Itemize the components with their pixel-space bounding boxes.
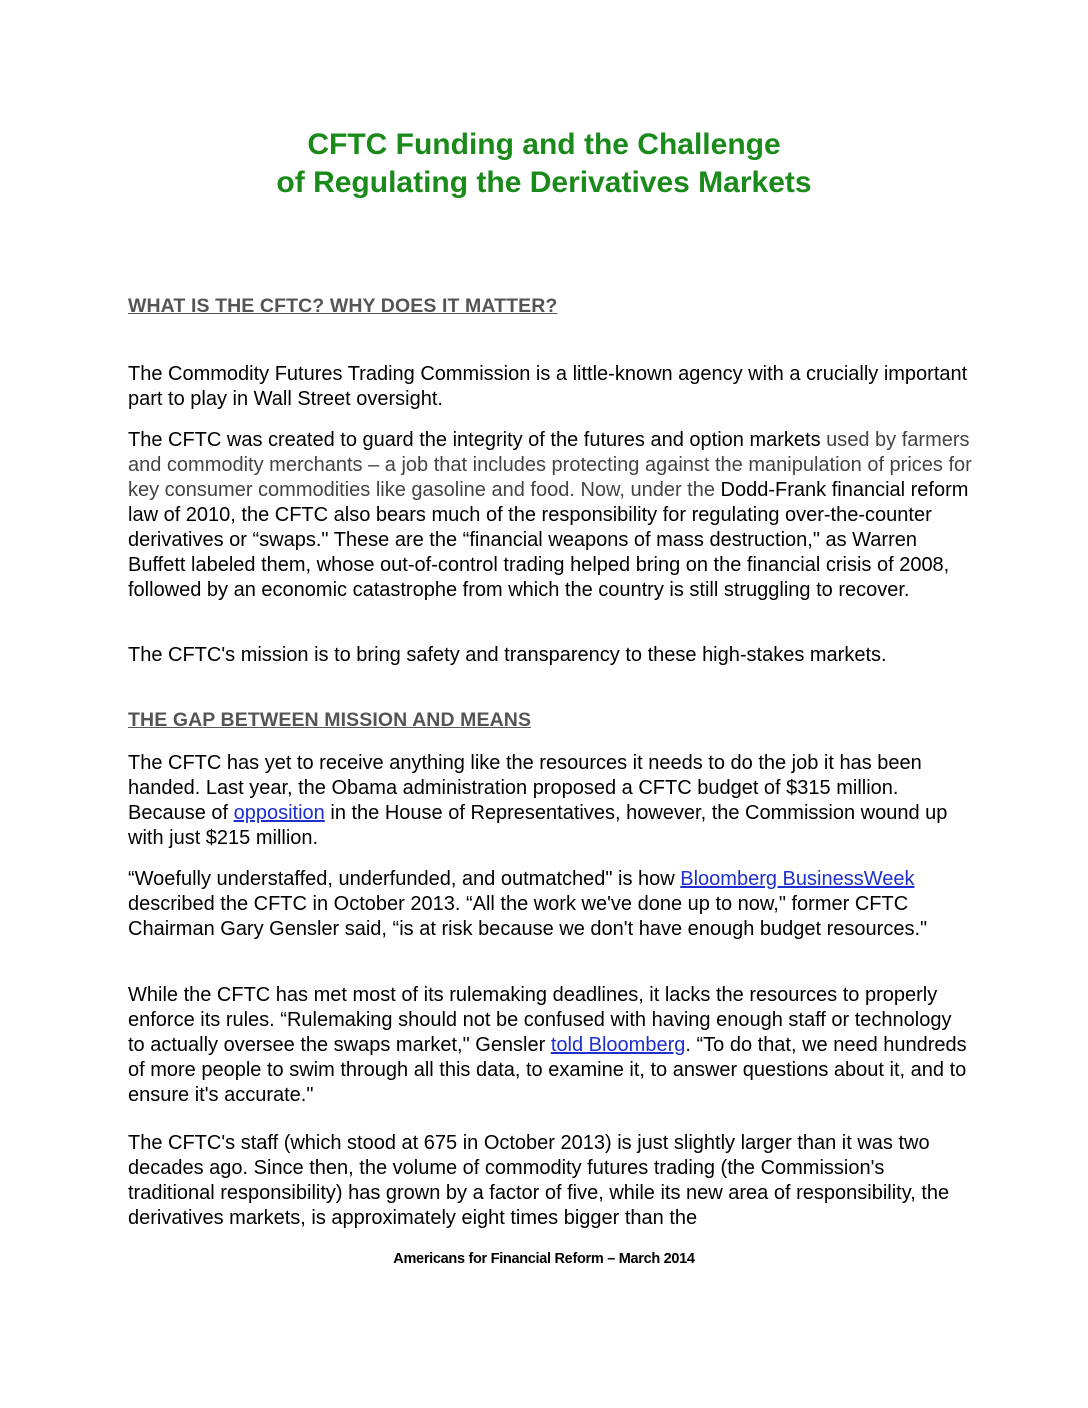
paragraph-budget (128, 751, 973, 851)
document-title (0, 126, 1088, 202)
paragraph-text: The CFTC was created to guard the integrity of the futures and option markets (128, 429, 827, 451)
paragraph-text: . “To do that, we need hundreds of more people to swim through all this data, to examine it, to answer questions about it, and to ensure it's accurate." (128, 1034, 967, 1106)
title-line-2: of Regulating the Derivatives Markets (276, 166, 812, 199)
page-footer: Americans for Financial Reform – March 2014 (393, 1251, 695, 1267)
opposition-link[interactable]: opposition (233, 802, 325, 824)
paragraph-text: While the CFTC has met most of its rulemaking deadlines, it lacks the resources to properly enforce its rules. “Rulemaking should not be confused with having enough staff or technology to actually oversee the swaps market," Gensler (128, 984, 952, 1056)
bloomberg-businessweek-link[interactable]: Bloomberg BusinessWeek (680, 868, 915, 890)
paragraph-rulemaking (128, 983, 973, 1108)
paragraph-staff: The CFTC's staff (which stood at 675 in October 2013) is just slightly larger than it was two decades ago. Since then, the volume of commodity futures trading (the Commission's traditional responsibility) has grown by a factor of five, while its new area of responsibility, the derivatives markets, is approximately eight times bigger than the (128, 1132, 950, 1229)
section-heading-gap: THE GAP BETWEEN MISSION AND MEANS (128, 709, 532, 731)
paragraph-mission: The CFTC's mission is to bring safety and transparency to these high-stakes markets. (128, 644, 887, 666)
paragraph-text-gray: used by farmers and commodity merchants – a job that includes protecting against the manipulation of prices for key consumer commodities like gasoline and food. Now, under the (128, 429, 972, 501)
paragraph-text: The CFTC has yet to receive anything like the resources it needs to do the job it has been handed. Last year, the Obama administration proposed a CFTC budget of $315 million. Because of (128, 752, 922, 824)
paragraph-text: Dodd-Frank financial reform law of 2010, the CFTC also bears much of the responsibility for regulating over-the-counter derivatives or “swaps." These are the “financial weapons of mass destruction," as Warren Buffett labeled them, whose out-of-control trading helped bring on the financial crisis of 2008, followed by an economic catastrophe from which the country is still struggling to recover. (128, 479, 969, 601)
paragraph-intro: The Commodity Futures Trading Commission is a little-known agency with a crucially important part to play in Wall Street oversight. (128, 363, 968, 410)
paragraph-text: described the CFTC in October 2013. “All the work we've done up to now," former CFTC Chairman Gary Gensler said, “is at risk because we don't have enough budget resources." (128, 893, 928, 940)
paragraph-cftc-created (128, 428, 973, 603)
paragraph-text: “Woefully understaffed, underfunded, and outmatched" is how (128, 868, 681, 890)
section-heading-what-is-cftc: WHAT IS THE CFTC? WHY DOES IT MATTER? (128, 295, 558, 317)
paragraph-understaffed (128, 867, 973, 942)
paragraph-text: in the House of Representatives, however, the Commission wound up with just $215 million. (128, 802, 948, 849)
title-line-1: CFTC Funding and the Challenge (307, 128, 781, 161)
told-bloomberg-link[interactable]: told Bloomberg (550, 1034, 686, 1056)
